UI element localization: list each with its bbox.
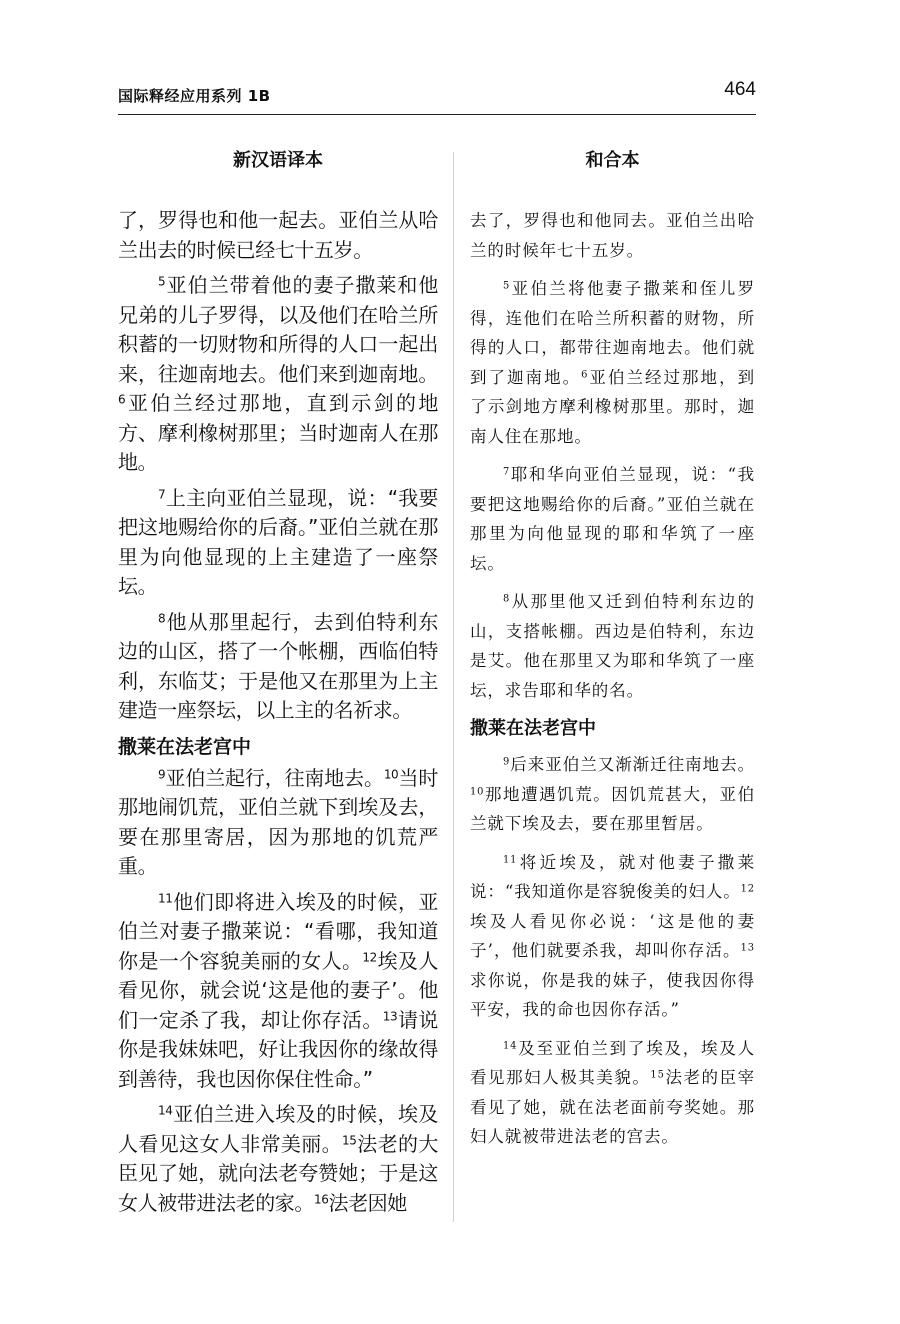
column-union-version <box>470 146 755 1161</box>
paragraph <box>470 750 755 839</box>
verse-number: 9 <box>503 756 511 768</box>
verse-number: 16 <box>314 1191 329 1206</box>
series-title: 国际释经应用系列 1B <box>118 87 271 105</box>
verse-number: 7 <box>158 486 166 501</box>
verse-text: 从那里他又迁到伯特利东边的山，支搭帐棚。西边是伯特利，东边是艾。他在那里又为耶和华筑了一座坛，求告耶和华的名。 <box>470 592 755 700</box>
verse-text: 亚伯兰经过那地，到了示剑地方摩利橡树那里。那时，迦南人住在那地。 <box>470 367 755 446</box>
verse-text: 耶和华向亚伯兰显现，说：“我要把这地赐给你的后裔。”亚伯兰就在那里为向他显现的耶和华筑了一座坛。 <box>470 465 755 573</box>
paragraph <box>118 271 438 478</box>
verse-number: 5 <box>158 274 166 289</box>
verse-number: 6 <box>581 369 589 381</box>
verse-number: 9 <box>158 766 166 781</box>
verse-text: 去了，罗得也和他同去。亚伯兰出哈兰的时候年七十五岁。 <box>470 211 755 260</box>
paragraph <box>470 460 755 578</box>
paragraph <box>470 1034 755 1152</box>
paragraph <box>118 484 438 602</box>
verse-number: 15 <box>342 1132 357 1147</box>
paragraph <box>470 206 755 265</box>
verse-number: 7 <box>503 466 511 478</box>
paragraph <box>118 608 438 726</box>
verse-number: 8 <box>158 610 166 625</box>
verse-text: 他们即将进入埃及的时候，亚伯兰对妻子撒莱说：“看哪，我知道你是一个容貌美丽的女人。 <box>118 889 438 973</box>
verse-number: 14 <box>503 1040 518 1052</box>
column-new-chinese-version <box>118 146 438 1224</box>
verse-text: 了，罗得也和他一起去。亚伯兰从哈兰出去的时候已经七十五岁。 <box>118 208 438 262</box>
verse-text: 埃及人看见你，就会说‘这是他的妻子’。他们一定杀了我，却让你存活。 <box>118 948 438 1032</box>
verse-text: 请说你是我妹妹吧，好让我因你的缘故得到善待，我也因你保住性命。” <box>118 1007 438 1091</box>
verse-number: 8 <box>503 593 511 605</box>
verse-text: 及至亚伯兰到了埃及，埃及人看见那妇人极其美貌。 <box>470 1038 755 1087</box>
verse-text: 那地遭遇饥荒。因饥荒甚大，亚伯兰就下埃及去，要在那里暂居。 <box>470 784 755 833</box>
paragraph <box>470 274 755 451</box>
verse-number: 5 <box>503 280 511 292</box>
paragraph <box>118 764 438 882</box>
verse-number: 13 <box>740 942 755 954</box>
verse-text: 亚伯兰带着他的妻子撒莱和他兄弟的儿子罗得，以及他们在哈兰所积蓄的一切财物和所得的人口一起出来，往迦南地去。他们来到迦南地。 <box>118 273 438 386</box>
paragraph <box>470 848 755 1025</box>
verse-text: 埃及人看见你必说：‘这是他的妻子’，他们就要杀我，却叫你存活。 <box>470 911 755 960</box>
section-heading: 撒莱在法老宫中 <box>470 718 596 739</box>
verse-text: 上主向亚伯兰显现，说：“我要把这地赐给你的后裔。”亚伯兰就在那里为向他显现的上主建造了一座祭坛。 <box>118 485 438 598</box>
verse-text: 他从那里起行，去到伯特利东边的山区，搭了一个帐棚，西临伯特利，东临艾；于是他又在那里为上主建造一座祭坛，以上主的名祈求。 <box>118 609 438 722</box>
verse-number: 11 <box>158 890 173 905</box>
verse-number: 15 <box>650 1069 665 1081</box>
verse-text: 将近埃及，就对他妻子撒莱说：“我知道你是容貌俊美的妇人。 <box>470 852 755 901</box>
verse-text: 亚伯兰进入埃及的时候，埃及人看见这女人非常美丽。 <box>118 1102 438 1156</box>
verse-text: 法老的臣宰看见了她，就在法老面前夸奖她。那妇人就被带进法老的宫去。 <box>470 1068 756 1146</box>
verse-text: 亚伯兰将他妻子撒莱和侄儿罗得，连他们在哈兰所积蓄的财物，所得的人口，都带往迦南地去。他们就到了迦南地。 <box>470 279 755 387</box>
running-header <box>118 78 756 115</box>
verse-number: 13 <box>382 1008 398 1023</box>
verse-number: 12 <box>362 949 377 964</box>
verse-text: 求你说，你是我的妹子，使我因你得平安，我的命也因你存活。” <box>470 970 755 1019</box>
verse-text: 法老因她 <box>328 1190 407 1215</box>
column-title-left: 新汉语译本 <box>233 150 323 171</box>
verse-text: 当时那地闹饥荒，亚伯兰就下到埃及去，要在那里寄居，因为那地的饥荒严重。 <box>118 765 438 878</box>
paragraph <box>118 1100 438 1218</box>
verse-number: 10 <box>383 766 399 781</box>
column-divider <box>453 152 454 1222</box>
paragraph <box>470 587 755 705</box>
verse-number: 6 <box>118 392 126 407</box>
verse-text: 亚伯兰经过那地，直到示剑的地方、摩利橡树那里；当时迦南人在那地。 <box>118 391 438 474</box>
section-heading: 撒莱在法老宫中 <box>118 735 252 758</box>
verse-text: 亚伯兰起行，往南地去。 <box>165 765 384 790</box>
verse-text: 后来亚伯兰又渐渐迁往南地去。 <box>510 755 755 774</box>
verse-text: 法老的大臣见了她，就向法老夸赞她；于是这女人被带进法老的家。 <box>118 1131 438 1215</box>
column-title-right: 和合本 <box>585 150 640 171</box>
paragraph <box>118 888 438 1095</box>
verse-number: 11 <box>503 854 518 866</box>
verse-number: 10 <box>470 786 485 798</box>
verse-number: 12 <box>740 883 755 895</box>
paragraph <box>118 206 438 265</box>
verse-number: 14 <box>158 1103 173 1118</box>
page-number: 464 <box>724 79 756 100</box>
